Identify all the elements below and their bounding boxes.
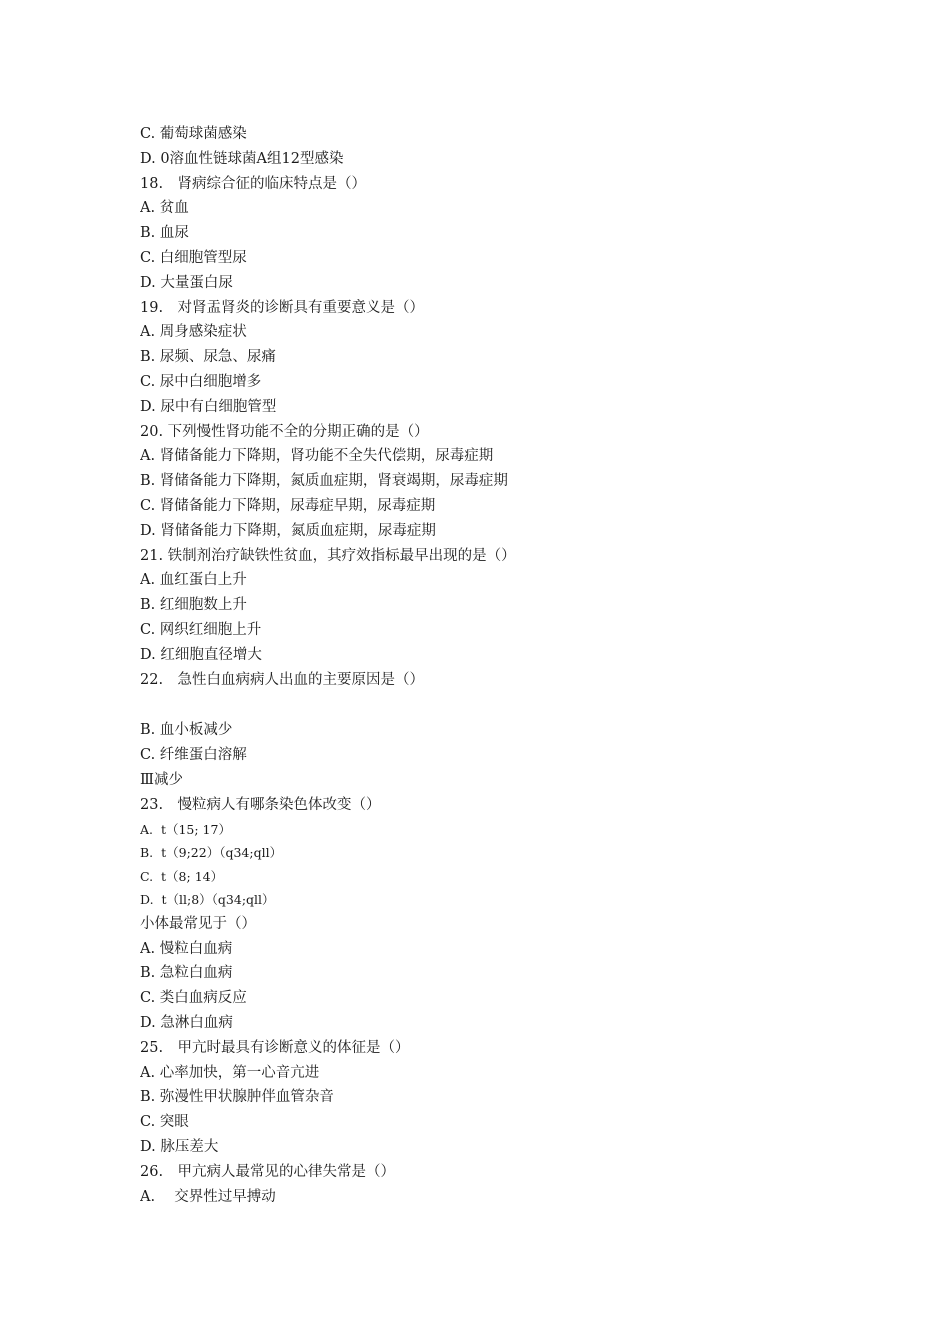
- answer-option: C. 突眼: [140, 1114, 189, 1131]
- answer-option: C. 尿中白细胞增多: [140, 373, 262, 390]
- answer-option: A. 肾储备能力下降期，肾功能不全失代偿期，尿毒症期: [140, 448, 494, 465]
- answer-option: D. 肾储备能力下降期，氮质血症期，尿毒症期: [140, 522, 436, 539]
- answer-option: A. 周身感染症状: [140, 324, 247, 341]
- answer-option: A. t（15; 17）: [140, 821, 231, 837]
- question-stem: 小体最常见于（）: [140, 915, 256, 932]
- answer-option: A. 心率加快，第一心音亢进: [140, 1064, 320, 1081]
- answer-option: C. 类白血病反应: [140, 990, 247, 1007]
- answer-option: B. 弥漫性甲状腺肿伴血管杂音: [140, 1089, 334, 1106]
- answer-option: Ⅲ减少: [140, 771, 183, 788]
- question-stem: 25. 甲亢时最具有诊断意义的体征是（）: [140, 1039, 410, 1056]
- answer-option: C. t（8; 14）: [140, 868, 224, 884]
- answer-option: D. 红细胞直径增大: [140, 646, 262, 663]
- answer-option: B. 血尿: [140, 225, 189, 242]
- question-stem: 19. 对肾盂肾炎的诊断具有重要意义是（）: [140, 299, 425, 316]
- answer-option: B. 肾储备能力下降期，氮质血症期，肾衰竭期，尿毒症期: [140, 473, 508, 490]
- question-stem: 22. 急性白血病病人出血的主要原因是（）: [140, 671, 425, 688]
- answer-option: B. 血小板减少: [140, 722, 233, 739]
- answer-option: A. 慢粒白血病: [140, 940, 233, 957]
- answer-option: B. 尿频、尿急、尿痛: [140, 349, 276, 366]
- answer-option: B. t（9;22）（q34;qll）: [140, 845, 283, 861]
- answer-option: D. 0溶血性链球菌A组12型感染: [140, 150, 344, 167]
- answer-option: D. 大量蛋白尿: [140, 274, 233, 291]
- answer-option: C. 肾储备能力下降期，尿毒症早期，尿毒症期: [140, 497, 436, 514]
- question-stem: 20. 下列慢性肾功能不全的分期正确的是（）: [140, 423, 429, 440]
- question-stem: 18. 肾病综合征的临床特点是（）: [140, 175, 367, 192]
- answer-option: A. 贫血: [140, 200, 189, 217]
- answer-option: B. 红细胞数上升: [140, 597, 247, 614]
- answer-option: B. 急粒白血病: [140, 965, 233, 982]
- question-stem: 21. 铁制剂治疗缺铁性贫血，其疗效指标最早出现的是（）: [140, 547, 516, 564]
- answer-option: C. 纤维蛋白溶解: [140, 747, 247, 764]
- document-content: [140, 122, 840, 1209]
- answer-option: C. 网织红细胞上升: [140, 621, 262, 638]
- answer-option: C. 白细胞管型尿: [140, 249, 247, 266]
- answer-option: A. 交界性过早搏动: [140, 1188, 276, 1205]
- answer-option: D. 脉压差大: [140, 1139, 219, 1156]
- answer-option: A. 血红蛋白上升: [140, 572, 247, 589]
- question-stem: 23. 慢粒病人有哪条染色体改变（）: [140, 796, 381, 813]
- answer-option: D. 急淋白血病: [140, 1015, 233, 1032]
- answer-option: D. 尿中有白细胞管型: [140, 398, 277, 415]
- answer-option: C. 葡萄球菌感染: [140, 126, 247, 142]
- answer-option: D. t（ll;8）（q34;qll）: [140, 892, 275, 908]
- blank-line: [140, 692, 840, 718]
- question-stem: 26. 甲亢病人最常见的心律失常是（）: [140, 1163, 396, 1180]
